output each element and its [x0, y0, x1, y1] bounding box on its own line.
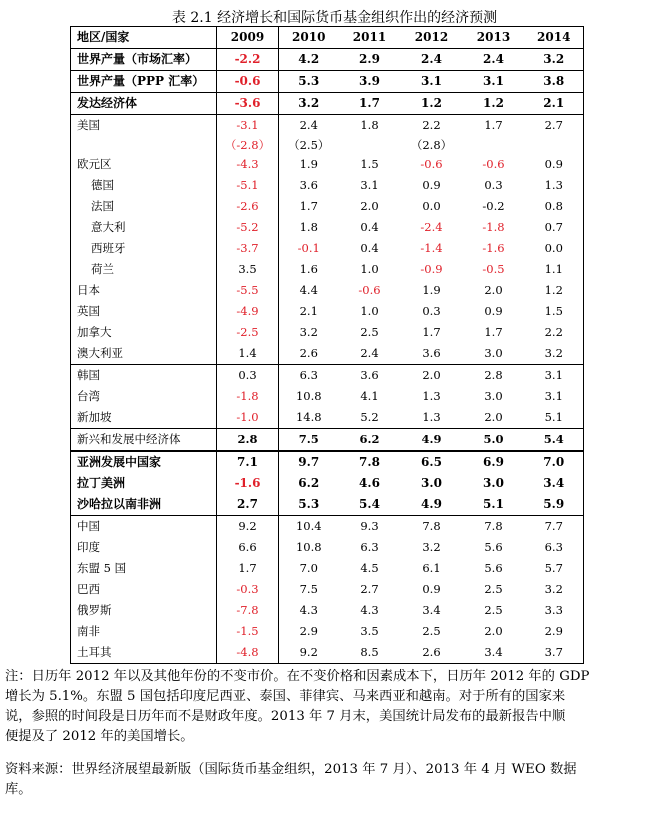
value-cell-2013: -1.8: [482, 220, 505, 234]
value-cell-2009: -1.5: [217, 621, 279, 642]
value-cell-2011: 2.0: [360, 199, 379, 213]
table-row: [71, 365, 584, 387]
value-cell-2011: 6.3: [360, 540, 379, 554]
value-cell-2014: 2.9: [544, 624, 563, 638]
value-cell-2013: 2.0: [463, 407, 525, 429]
value-cell-2012: 2.4: [401, 49, 463, 71]
row-label: 法国: [71, 196, 217, 217]
value-cell-2009: -5.1: [217, 175, 279, 196]
value-cell-2010: 2.1: [299, 304, 318, 318]
value-cell-2014: 1.1: [544, 262, 563, 276]
row-label: 新加坡: [71, 407, 217, 429]
value-cell-2010: 4.3: [299, 603, 318, 617]
value-cell-2014: 1.2: [544, 283, 563, 297]
value-cell-2011: 0.4: [360, 220, 379, 234]
value-cell-2009: -3.1: [217, 115, 279, 137]
value-cell-2012: -0.6: [420, 157, 443, 171]
value-cell-2009: -1.6: [217, 473, 279, 494]
value-cell-2009: 1.7: [217, 558, 279, 579]
value-cell-2010: 6.3: [299, 368, 318, 382]
table-source: [5, 760, 665, 800]
value-cell-2013: 2.5: [484, 582, 503, 596]
value-cell-2014: 0.7: [544, 220, 563, 234]
value-cell-2014: 5.4: [525, 429, 584, 452]
value-cell-2014: 3.2: [525, 49, 584, 71]
value-cell-2011: 3.5: [360, 624, 379, 638]
value-cell-2011: -0.6: [358, 283, 381, 297]
header-2013: 2013: [463, 27, 525, 49]
value-cell-2014: 0.9: [544, 157, 563, 171]
value-cell-2009: -2.2: [217, 49, 279, 71]
table-title: 表 2.1 经济增长和国际货币基金组织作出的经济预测: [171, 10, 498, 26]
row-label: 荷兰: [71, 259, 217, 280]
value-cell-2010: -0.1: [297, 241, 320, 255]
value-cell-2013: [463, 136, 525, 154]
value-cell-2010: 14.8: [279, 407, 339, 429]
value-cell-2009: -7.8: [217, 600, 279, 621]
table-row: [71, 473, 584, 494]
value-cell-2014: 5.7: [544, 561, 563, 575]
value-cell-2009: -4.9: [217, 301, 279, 322]
value-cell-2012: 6.5: [421, 455, 442, 469]
value-cell-2012: -0.9: [420, 262, 443, 276]
row-label: 南非: [71, 621, 217, 642]
table-row: [71, 175, 584, 196]
value-cell-2014: 1.3: [544, 178, 563, 192]
table-row: [71, 49, 584, 71]
value-cell-2014: 3.2: [525, 343, 584, 365]
source-line: 资料来源：世界经济展望最新版（国际货币基金组织，2013 年 7 月）、2013 年 4 月 WEO 数据: [5, 762, 577, 777]
value-cell-2013: 7.8: [484, 519, 503, 533]
header-2012: 2012: [401, 27, 463, 49]
table-row: [71, 322, 584, 343]
value-cell-2014: 3.8: [525, 71, 584, 93]
value-cell-2011: 5.2: [339, 407, 401, 429]
value-cell-2010: 1.7: [299, 199, 318, 213]
value-cell-2014: 2.1: [525, 93, 584, 115]
value-cell-2012: 2.6: [401, 642, 463, 664]
value-cell-2012: 2.2: [422, 118, 441, 132]
value-cell-2013: 3.0: [483, 476, 504, 490]
value-cell-2010: 3.2: [279, 93, 339, 115]
value-cell-2013: 2.0: [484, 624, 503, 638]
value-cell-2009: 6.6: [217, 537, 279, 558]
value-cell-2009: -2.6: [217, 196, 279, 217]
value-cell-2011: 4.1: [360, 389, 379, 403]
value-cell-2012: 3.6: [401, 343, 463, 365]
value-cell-2012: 1.3: [422, 389, 441, 403]
value-cell-2012: 1.9: [422, 283, 441, 297]
value-cell-2013: -0.6: [482, 157, 505, 171]
value-cell-2011: 8.5: [339, 642, 401, 664]
value-cell-2010: 1.8: [299, 220, 318, 234]
value-cell-2009: -4.8: [217, 642, 279, 664]
table-row: [71, 429, 584, 452]
value-cell-2012: 2.5: [422, 624, 441, 638]
value-cell-2009: 1.4: [217, 343, 279, 365]
table-row: [71, 621, 584, 642]
value-cell-2012: 1.7: [422, 325, 441, 339]
value-cell-2010: 2.9: [299, 624, 318, 638]
value-cell-2009: （-2.8）: [217, 136, 279, 154]
value-cell-2012: 3.4: [422, 603, 441, 617]
value-cell-2009: -0.3: [217, 579, 279, 600]
table-row: [71, 537, 584, 558]
value-cell-2014: 3.3: [544, 603, 563, 617]
value-cell-2013: 2.0: [484, 283, 503, 297]
value-cell-2009: -1.8: [217, 386, 279, 407]
value-cell-2009: -5.2: [217, 217, 279, 238]
value-cell-2011: 5.4: [339, 494, 401, 516]
table-row: [71, 642, 584, 664]
value-cell-2013: 2.8: [484, 368, 503, 382]
value-cell-2010: 7.5: [299, 582, 318, 596]
value-cell-2013: 1.7: [484, 325, 503, 339]
table-row: [71, 71, 584, 93]
value-cell-2011: 3.9: [339, 71, 401, 93]
row-label: 土耳其: [71, 642, 217, 664]
value-cell-2014: 1.5: [544, 304, 563, 318]
value-cell-2010: 3.2: [299, 325, 318, 339]
value-cell-2013: 2.4: [463, 49, 525, 71]
row-label: 世界产量（PPP 汇率）: [71, 71, 217, 93]
value-cell-2013: 5.6: [484, 561, 503, 575]
table-row: [71, 600, 584, 621]
value-cell-2010: （2.5）: [288, 138, 330, 152]
value-cell-2014: 3.7: [525, 642, 584, 664]
value-cell-2012: 3.1: [401, 71, 463, 93]
value-cell-2009: 0.3: [217, 365, 279, 387]
value-cell-2010: 10.8: [295, 389, 322, 403]
header-2010: 2010: [279, 27, 339, 49]
value-cell-2013: -1.6: [482, 241, 505, 255]
value-cell-2012: -1.4: [420, 241, 443, 255]
value-cell-2011: 2.9: [339, 49, 401, 71]
value-cell-2010: 9.7: [298, 455, 320, 469]
note-line: 说，参照的时间段是日历年而不是财政年度。2013 年 7 月末，美国统计局发布的最新报告中顺: [5, 709, 566, 724]
value-cell-2014: 2.2: [544, 325, 563, 339]
row-label: 德国: [71, 175, 217, 196]
value-cell-2009: -4.3: [217, 154, 279, 175]
table-row: [71, 115, 584, 137]
value-cell-2009: -2.5: [217, 322, 279, 343]
value-cell-2009: -3.7: [217, 238, 279, 259]
value-cell-2013: 3.4: [463, 642, 525, 664]
value-cell-2011: 4.3: [360, 603, 379, 617]
row-label: 巴西: [71, 579, 217, 600]
value-cell-2013: -0.5: [482, 262, 505, 276]
value-cell-2014: 3.1: [544, 368, 563, 382]
row-label: 澳大利亚: [71, 343, 217, 365]
value-cell-2011: 2.5: [360, 325, 379, 339]
value-cell-2012: 0.0: [422, 199, 441, 213]
table-row: [71, 217, 584, 238]
value-cell-2010: 7.0: [299, 561, 318, 575]
value-cell-2013: 0.3: [484, 178, 503, 192]
table-note: [5, 667, 665, 747]
value-cell-2011: 1.7: [339, 93, 401, 115]
table-row: [71, 386, 584, 407]
value-cell-2013: 5.1: [463, 494, 525, 516]
value-cell-2010: 5.3: [279, 71, 339, 93]
row-label: 加拿大: [71, 322, 217, 343]
value-cell-2014: 0.8: [544, 199, 563, 213]
value-cell-2012: 0.9: [422, 582, 441, 596]
row-label: 拉丁美洲: [71, 473, 217, 494]
value-cell-2011: 2.4: [339, 343, 401, 365]
value-cell-2013: 6.9: [483, 455, 504, 469]
value-cell-2011: 2.7: [360, 582, 379, 596]
row-label: 亚洲发展中国家: [71, 451, 217, 473]
value-cell-2013: -0.2: [482, 199, 505, 213]
value-cell-2013: 1.2: [463, 93, 525, 115]
table-row: [71, 407, 584, 429]
table-row: [71, 136, 584, 154]
value-cell-2014: 2.7: [544, 118, 563, 132]
row-label: 中国: [71, 516, 217, 538]
row-label: 日本: [71, 280, 217, 301]
value-cell-2011: [339, 136, 401, 154]
value-cell-2009: -1.0: [217, 407, 279, 429]
value-cell-2009: 3.5: [217, 259, 279, 280]
value-cell-2014: 7.0: [543, 455, 565, 469]
value-cell-2011: 1.8: [360, 118, 379, 132]
value-cell-2010: 4.2: [279, 49, 339, 71]
value-cell-2012: 0.9: [422, 178, 441, 192]
value-cell-2009: -5.5: [217, 280, 279, 301]
value-cell-2011: 1.0: [360, 262, 379, 276]
value-cell-2013: 3.0: [463, 343, 525, 365]
note-line: 增长为 5.1%。东盟 5 国包括印度尼西亚、泰国、菲律宾、马来西亚和越南。对于所有的国家来: [5, 689, 566, 704]
value-cell-2012: 7.8: [422, 519, 441, 533]
row-label: 韩国: [71, 365, 217, 387]
row-label: 西班牙: [71, 238, 217, 259]
value-cell-2014: 5.1: [525, 407, 584, 429]
value-cell-2010: 10.4: [295, 519, 322, 533]
header-row: [71, 27, 584, 49]
header-2011: 2011: [339, 27, 401, 49]
value-cell-2014: 7.7: [544, 519, 563, 533]
source-line: 库。: [5, 782, 32, 797]
row-label: 世界产量（市场汇率）: [71, 49, 217, 71]
value-cell-2010: 2.6: [279, 343, 339, 365]
table-row: [71, 154, 584, 175]
value-cell-2010: 7.5: [279, 429, 339, 452]
value-cell-2014: 5.9: [525, 494, 584, 516]
table-row: [71, 516, 584, 538]
table-body: [71, 49, 584, 664]
row-label: 东盟 5 国: [71, 558, 217, 579]
value-cell-2012: 4.9: [401, 429, 463, 452]
row-label: [71, 136, 217, 154]
growth-forecast-table: [70, 26, 584, 664]
table-row: [71, 301, 584, 322]
value-cell-2013: 2.5: [484, 603, 503, 617]
value-cell-2010: 5.3: [279, 494, 339, 516]
value-cell-2009: 2.8: [217, 429, 279, 452]
row-label: 台湾: [71, 386, 217, 407]
table-row: [71, 280, 584, 301]
value-cell-2013: 3.0: [484, 389, 503, 403]
value-cell-2014: [525, 136, 584, 154]
row-label: 印度: [71, 537, 217, 558]
row-label: 欧元区: [71, 154, 217, 175]
value-cell-2010: 2.4: [299, 118, 318, 132]
value-cell-2013: 5.0: [463, 429, 525, 452]
value-cell-2010: 1.6: [299, 262, 318, 276]
value-cell-2010: 9.2: [279, 642, 339, 664]
value-cell-2012: 2.0: [422, 368, 441, 382]
value-cell-2013: 0.9: [484, 304, 503, 318]
table-row: [71, 558, 584, 579]
value-cell-2010: 6.2: [298, 476, 320, 490]
value-cell-2010: 4.4: [299, 283, 318, 297]
value-cell-2012: 4.9: [401, 494, 463, 516]
value-cell-2011: 1.0: [360, 304, 379, 318]
value-cell-2014: 0.0: [544, 241, 563, 255]
table-row: [71, 93, 584, 115]
value-cell-2013: 5.6: [484, 540, 503, 554]
value-cell-2009: 2.7: [217, 494, 279, 516]
header-2014: 2014: [525, 27, 584, 49]
value-cell-2009: 7.1: [217, 451, 279, 473]
value-cell-2009: 9.2: [217, 516, 279, 538]
table-row: [71, 259, 584, 280]
table-row: [71, 343, 584, 365]
value-cell-2010: 1.9: [299, 157, 318, 171]
value-cell-2014: 6.3: [544, 540, 563, 554]
value-cell-2011: 6.2: [339, 429, 401, 452]
table-row: [71, 451, 584, 473]
note-line: 便提及了 2012 年的美国增长。: [5, 729, 194, 744]
table-row: [71, 579, 584, 600]
value-cell-2011: 7.8: [359, 455, 380, 469]
value-cell-2011: 9.3: [360, 519, 379, 533]
row-label: 俄罗斯: [71, 600, 217, 621]
header-2009: 2009: [217, 27, 279, 49]
note-line: 注：日历年 2012 年以及其他年份的不变市价。在不变价格和因素成本下，日历年 2012 年的 GDP: [5, 669, 590, 684]
value-cell-2010: 10.8: [295, 540, 322, 554]
row-label: 发达经济体: [71, 93, 217, 115]
value-cell-2009: -0.6: [217, 71, 279, 93]
table-row: [71, 196, 584, 217]
value-cell-2012: -2.4: [420, 220, 443, 234]
row-label: 沙哈拉以南非洲: [71, 494, 217, 516]
value-cell-2011: 3.1: [360, 178, 379, 192]
row-label: 新兴和发展中经济体: [71, 429, 217, 452]
value-cell-2012: 6.1: [422, 561, 441, 575]
value-cell-2010: 3.6: [299, 178, 318, 192]
value-cell-2012: 0.3: [422, 304, 441, 318]
value-cell-2014: 3.2: [544, 582, 563, 596]
value-cell-2012: 3.2: [422, 540, 441, 554]
value-cell-2009: -3.6: [217, 93, 279, 115]
value-cell-2012: 1.2: [401, 93, 463, 115]
header-region: 地区/国家: [71, 27, 217, 49]
value-cell-2011: 3.6: [360, 368, 379, 382]
value-cell-2014: 3.1: [544, 389, 563, 403]
value-cell-2011: 4.5: [360, 561, 379, 575]
value-cell-2014: 3.4: [543, 476, 565, 490]
value-cell-2013: 1.7: [484, 118, 503, 132]
value-cell-2011: 0.4: [360, 241, 379, 255]
row-label: 意大利: [71, 217, 217, 238]
value-cell-2012: （2.8）: [410, 138, 453, 152]
value-cell-2012: 1.3: [401, 407, 463, 429]
value-cell-2012: 3.0: [421, 476, 442, 490]
value-cell-2013: 3.1: [463, 71, 525, 93]
value-cell-2011: 4.6: [359, 476, 380, 490]
row-label: 英国: [71, 301, 217, 322]
row-label: 美国: [71, 115, 217, 137]
table-row: [71, 494, 584, 516]
table-row: [71, 238, 584, 259]
value-cell-2011: 1.5: [360, 157, 379, 171]
